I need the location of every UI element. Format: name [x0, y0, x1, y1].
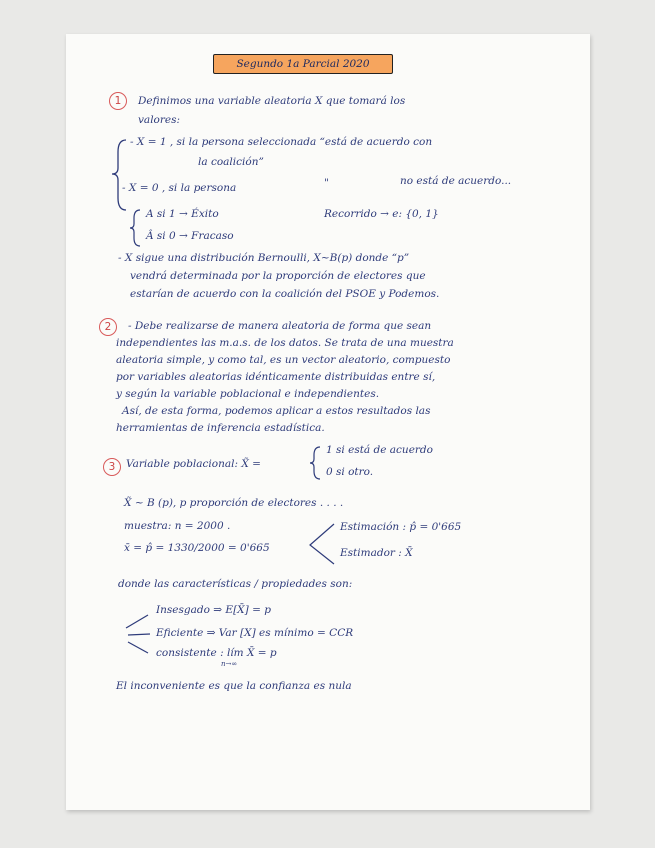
question-3-number: 3	[103, 458, 121, 476]
exam-title: Segundo 1a Parcial 2020	[213, 54, 393, 74]
q3-line: donde las características / propiedades son:	[118, 578, 353, 590]
question-2-number: 2	[99, 318, 117, 336]
q3-line: muestra: n = 2000 .	[124, 520, 231, 532]
q2-line: herramientas de inferencia estadística.	[116, 422, 325, 434]
q1-line: la coalición”	[198, 156, 264, 168]
q3-line: Eficiente ⇒ Var [X] es mínimo = CCR	[156, 627, 354, 639]
q3-line: n→∞	[221, 660, 238, 668]
q3-line: Insesgado ⇒ E[X̄] = p	[156, 604, 271, 616]
q1-line: no está de acuerdo...	[400, 175, 512, 187]
q2-line: por variables aleatorias idénticamente distribuidas entre sí,	[116, 371, 436, 383]
q2-line: independientes las m.a.s. de los datos. Se trata de una muestra	[116, 337, 454, 349]
q3-line: 1 si está de acuerdo	[326, 444, 433, 456]
q1-line: vendrá determinada por la proporción de electores que	[130, 270, 426, 282]
q2-line: aleatoria simple, y como tal, es un vector aleatorio, compuesto	[116, 354, 451, 366]
q3-line: El inconveniente es que la confianza es nula	[116, 680, 352, 692]
q2-line: - Debe realizarse de manera aleatoria de forma que sean	[128, 320, 432, 332]
q1-line: "	[324, 177, 329, 189]
q1-line: Definimos una variable aleatoria X que tomará los	[138, 95, 406, 107]
q3-line: x̄ = p̂ = 1330/2000 = 0'665	[124, 542, 270, 554]
q3-line: Variable poblacional: X̃ =	[126, 458, 261, 470]
q2-line: y según la variable poblacional e independientes.	[116, 388, 380, 400]
q1-line: - X = 0 , si la persona	[122, 182, 237, 194]
q3-line: Estimador : X̄	[340, 547, 413, 559]
q1-line: A si 1 → Éxito	[146, 208, 219, 220]
q3-line: consistente : lím X̄ = p	[156, 647, 277, 659]
q1-line: Â si 0 → Fracaso	[146, 230, 234, 242]
q1-line: - X sigue una distribución Bernoulli, X~B(p) donde “p”	[118, 252, 410, 264]
q3-line: X̃ ~ B (p), p proporción de electores . . . .	[124, 497, 344, 509]
q3-line: Estimación : p̂ = 0'665	[340, 521, 462, 533]
q1-line: - X = 1 , si la persona seleccionada “está de acuerdo con	[130, 136, 433, 148]
question-1-number: 1	[109, 92, 127, 110]
q1-line: valores:	[138, 114, 181, 126]
q1-line: estarían de acuerdo con la coalición del PSOE y Podemos.	[130, 288, 440, 300]
q3-line: 0 si otro.	[326, 466, 374, 478]
exam-page	[66, 34, 590, 810]
q1-line: Recorrido → e: {0, 1}	[324, 208, 439, 220]
q2-line: Así, de esta forma, podemos aplicar a estos resultados las	[122, 405, 431, 417]
